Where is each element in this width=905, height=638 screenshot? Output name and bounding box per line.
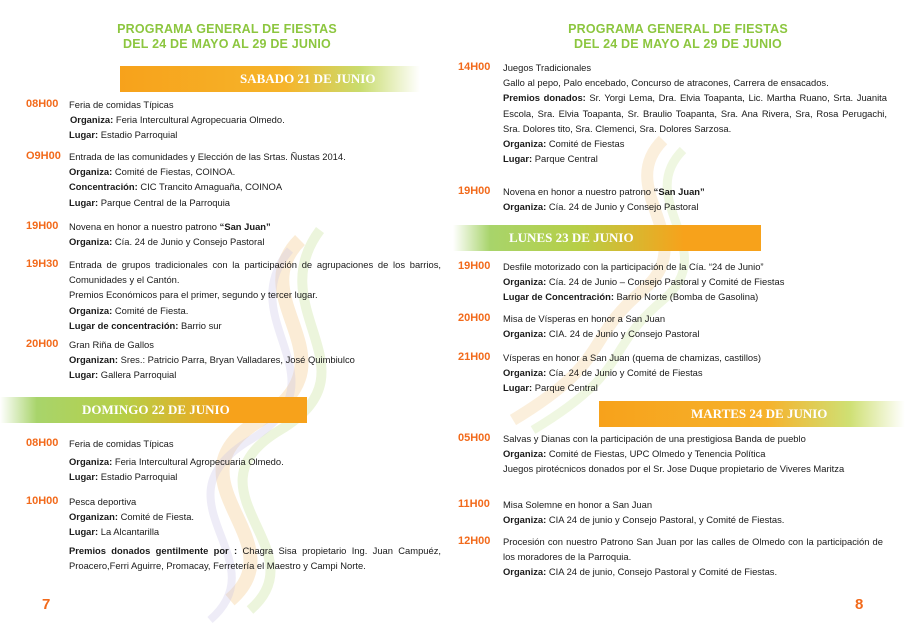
event-title: Feria de comidas Típicas — [69, 99, 174, 110]
patron-name: “San Juan” — [653, 186, 705, 197]
event-value: Feria Intercultural Agropecuaria Olmedo. — [112, 456, 284, 468]
event-label: Organiza: — [503, 276, 547, 288]
day-band-sunday — [0, 397, 307, 423]
event-time: 11H00 — [458, 498, 490, 510]
event-label: Organiza: — [503, 448, 547, 460]
event-label: Organiza: — [503, 566, 547, 578]
event-label: Organiza: — [503, 367, 547, 379]
event-label: Lugar de Concentración: — [503, 291, 614, 303]
event-title: Juegos Tradicionales — [503, 62, 592, 73]
event-time: 21H00 — [458, 351, 491, 363]
event-value: Estadio Parroquial — [98, 129, 178, 141]
event-value: Comité de Fiestas — [546, 138, 625, 150]
event-label: Premios donados gentilmente por : — [69, 544, 238, 556]
event-value: Barrio sur — [178, 319, 222, 331]
event-title: Pesca deportiva — [69, 496, 137, 507]
event-label: Organiza: — [69, 236, 113, 248]
event-time: 05H00 — [458, 432, 491, 444]
event-time: 10H00 — [26, 495, 59, 507]
event-value: CIC Trancito Amaguaña, COINOA — [137, 181, 283, 193]
event-detail: Premios Económicos para el primer, segundo y tercer lugar. — [69, 289, 318, 301]
event-value: Comité de Fiesta. — [117, 511, 195, 523]
event-title: Entrada de las comunidades y Elección de las Srtas. Ñustas 2014. — [69, 151, 346, 162]
title-line-2: DEL 24 DE MAYO AL 29 DE JUNIO — [123, 37, 331, 51]
event-value: CIA 24 de junio y Consejo Pastoral, y Comité de Fiestas. — [546, 514, 785, 526]
event-value: Barrio Norte (Bomba de Gasolina) — [613, 291, 759, 303]
event-title: Salvas y Dianas con la participación de una prestigiosa Banda de pueblo — [503, 433, 806, 444]
event-label: Lugar de concentración: — [69, 319, 179, 331]
event-label: Organizan: — [69, 511, 118, 523]
title-line-2: DEL 24 DE MAYO AL 29 DE JUNIO — [574, 37, 782, 51]
event-label: Lugar: — [69, 369, 99, 381]
event-time: 19H00 — [26, 220, 59, 232]
day-band-label: LUNES 23 DE JUNIO — [509, 230, 634, 245]
event-value: Sres.: Patricio Parra, Bryan Valladares, José Quimbiulco — [117, 354, 355, 366]
event-time: 08H00 — [26, 98, 59, 110]
event-value: Comité de Fiestas, COINOA. — [112, 166, 236, 178]
page-number: 8 — [855, 596, 864, 613]
event-value: Cía. 24 de Junio y Comité de Fiestas — [546, 367, 703, 379]
event-value: Comité de Fiestas, UPC Olmedo y Tenencia Política — [546, 448, 766, 460]
event-value: CIA 24 de junio, Consejo Pastoral y Comité de Fiestas. — [546, 566, 778, 578]
event-title: Vísperas en honor a San Juan (quema de chamizas, castillos) — [503, 352, 761, 363]
event-time: 19H30 — [26, 258, 59, 270]
event-title: Procesión con nuestro Patrono San Juan por las calles de Olmedo con la participación de los moradores de la Parroquia. — [503, 536, 883, 563]
day-band-tuesday — [599, 401, 905, 427]
event-label: Organiza: — [503, 328, 547, 340]
event-title: Misa de Vísperas en honor a San Juan — [503, 313, 666, 324]
right-page — [453, 0, 905, 638]
title-line-1: PROGRAMA GENERAL DE FIESTAS — [568, 22, 788, 36]
event-label: Premios donados: — [503, 92, 586, 104]
left-page — [0, 0, 452, 638]
event-value: Parque Central — [532, 382, 598, 394]
event-time: O9H00 — [26, 150, 61, 162]
day-band-label: MARTES 24 DE JUNIO — [691, 406, 828, 421]
event-time: 19H00 — [458, 185, 491, 197]
event-value: Chagra Sisa propietario Ing. Juan Campuéz, Proacero,Ferri Aguirre, Promacay, Ferretería el Maestro y Campi Norte. — [69, 544, 442, 571]
page-number: 7 — [42, 596, 51, 613]
title-line-1: PROGRAMA GENERAL DE FIESTAS — [117, 22, 337, 36]
event-detail: Gallo al pepo, Palo encebado, Concurso de atracones, Carrera de ensacados. — [503, 77, 829, 89]
event-value: Feria Intercultural Agropecuaria Olmedo. — [113, 114, 285, 126]
event-value: Parque Central de la Parroquia — [98, 196, 231, 208]
event-title: Novena en honor a nuestro patrono — [503, 186, 654, 197]
event-label: Organiza: — [69, 456, 113, 468]
event-label: Lugar: — [69, 471, 99, 483]
event-label: Organiza: — [503, 201, 547, 213]
event-value: Cía. 24 de Junio y Consejo Pastoral — [112, 236, 265, 248]
program-title — [563, 22, 793, 52]
program-title — [112, 22, 342, 52]
event-value: CIA. 24 de Junio y Consejo Pastoral — [546, 328, 700, 340]
event-value: Comité de Fiesta. — [112, 304, 189, 316]
event-label: Organiza: — [503, 138, 547, 150]
event-label: Organiza: — [69, 304, 113, 316]
event-label: Lugar: — [69, 129, 99, 141]
event-label: Organizan: — [69, 354, 118, 366]
event-value: Sr. Yorgi Lema, Dra. Elvia Toapanta, Lic. Martha Ruano, Srta. Juanita Escola, Sra. Elvia Toapanta, Sr. Braulio Toapanta, Sra. Ana Rivera, Sra, Rosa Perugachi, Sra. Dolores tito, Sra. Clemenci, Sra. Dolores Sarzosa. — [503, 92, 887, 134]
event-value: Estadio Parroquial — [98, 471, 178, 483]
event-value: La Alcantarilla — [98, 526, 160, 538]
event-label: Lugar: — [503, 153, 533, 165]
day-band-saturday — [120, 66, 420, 92]
event-title: Feria de comidas Típicas — [69, 438, 174, 449]
event-time: 20H00 — [26, 338, 59, 350]
event-title: Desfile motorizado con la participación de la Cía. “24 de Junio” — [503, 261, 764, 272]
event-time: 12H00 — [458, 535, 491, 547]
event-time: 19H00 — [458, 260, 491, 272]
event-title: Misa Solemne en honor a San Juan — [503, 499, 653, 510]
event-value: Parque Central — [532, 153, 598, 165]
day-band-label: SABADO 21 DE JUNIO — [240, 71, 376, 86]
day-band-label: DOMINGO 22 DE JUNIO — [82, 402, 230, 417]
event-title: Entrada de grupos tradicionales con la participación de agrupaciones de los barrios, Comunidades y el Cantón. — [69, 259, 441, 286]
event-label: Lugar: — [69, 526, 99, 538]
event-time: 14H00 — [458, 61, 491, 73]
day-band-monday — [453, 225, 761, 251]
event-label: Lugar: — [69, 196, 99, 208]
event-detail: Juegos pirotécnicos donados por el Sr. Jose Duque propietario de Viveres Maritza — [503, 463, 845, 475]
event-label: Organiza: — [69, 166, 113, 178]
event-value: Gallera Parroquial — [98, 369, 177, 381]
event-time: 20H00 — [458, 312, 491, 324]
event-time: 08H00 — [26, 437, 59, 449]
event-label: Organiza: — [503, 514, 547, 526]
event-title: Gran Riña de Gallos — [69, 339, 154, 350]
event-value: Cía. 24 de Junio – Consejo Pastoral y Comité de Fiestas — [546, 276, 785, 288]
event-label: Organiza: — [70, 114, 114, 126]
patron-name: “San Juan” — [219, 221, 271, 232]
event-value: Cía. 24 de Junio y Consejo Pastoral — [546, 201, 699, 213]
event-title: Novena en honor a nuestro patrono — [69, 221, 220, 232]
event-label: Lugar: — [503, 382, 533, 394]
event-label: Concentración: — [69, 181, 138, 193]
